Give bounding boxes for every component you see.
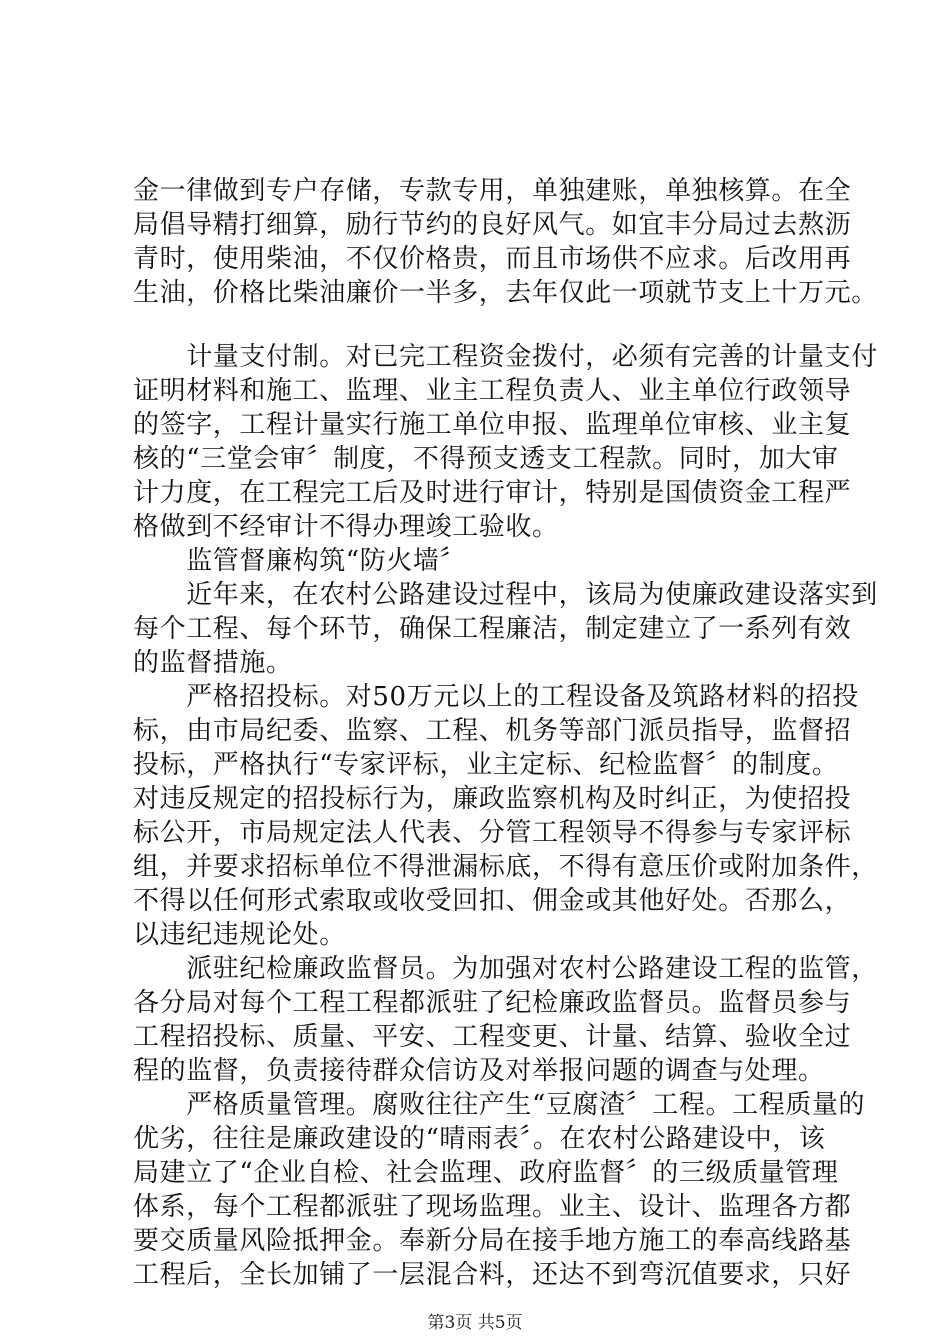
text-line: 严格招投标。对50万元以上的工程设备及筑路材料的招投	[133, 682, 859, 712]
text-line: 每个工程、每个环节，确保工程廉洁，制定建立了一系列有效	[133, 614, 852, 644]
text-line: 格做到不经审计不得办理竣工验收。	[133, 512, 559, 542]
text-line: 计力度，在工程完工后及时进行审计，特别是国债资金工程严	[133, 478, 852, 508]
text-line: 局倡导精打细算，励行节约的良好风气。如宜丰分局过去熬沥	[133, 210, 852, 240]
text-line: 对违反规定的招投标行为，廉政监察机构及时纠正，为使招投	[133, 784, 852, 814]
text-line: 优劣，往往是廉政建设的“晴雨表〞。在农村公路建设中，该	[133, 1124, 826, 1154]
text-line: 计量支付制。对已完工程资金拨付，必须有完善的计量支付	[133, 342, 878, 372]
text-line: 近年来，在农村公路建设过程中，该局为使廉政建设落实到	[133, 580, 878, 610]
section-heading: 监管督廉构筑“防火墙〞	[133, 546, 467, 576]
text-line: 的签字，工程计量实行施工单位申报、监理单位审核、业主复	[133, 410, 852, 440]
text-line: 严格质量管理。腐败往往产生“豆腐渣〞工程。工程质量的	[133, 1090, 866, 1120]
text-line: 核的“三堂会审〞制度，不得预支透支工程款。同时，加大审	[133, 444, 839, 474]
text-line: 各分局对每个工程工程都派驻了纪检廉政监督员。监督员参与	[133, 988, 852, 1018]
text-line: 体系，每个工程都派驻了现场监理。业主、设计、监理各方都	[133, 1192, 852, 1222]
page-footer: 第3页 共5页	[427, 1313, 523, 1333]
text-line: 不得以任何形式索取或收受回扣、佣金或其他好处。否那么，	[133, 886, 852, 916]
text-line: 要交质量风险抵押金。奉新分局在接手地方施工的奉高线路基	[133, 1226, 852, 1256]
text-line: 派驻纪检廉政监督员。为加强对农村公路建设工程的监管，	[133, 954, 878, 984]
text-line: 投标，严格执行“专家评标，业主定标、纪检监督〞的制度。	[133, 750, 839, 780]
text-line: 组，并要求招标单位不得泄漏标底，不得有意压价或附加条件，	[133, 852, 878, 882]
text-line: 局建立了“企业自检、社会监理、政府监督〞的三级质量管理	[133, 1158, 839, 1188]
text-line: 程的监督，负责接待群众信访及对举报问题的调查与处理。	[133, 1056, 825, 1086]
text-line: 工程招投标、质量、平安、工程变更、计量、结算、验收全过	[133, 1022, 852, 1052]
text-line: 生油，价格比柴油廉价一半多，去年仅此一项就节支上十万元。	[133, 278, 878, 308]
text-line: 青时，使用柴油，不仅价格贵，而且市场供不应求。后改用再	[133, 244, 852, 274]
text-line: 工程后，全长加铺了一层混合料，还达不到弯沉值要求，只好	[133, 1260, 852, 1290]
text-line: 以违纪违规论处。	[133, 920, 346, 950]
text-line: 标，由市局纪委、监察、工程、机务等部门派员指导，监督招	[133, 716, 852, 746]
text-line: 金一律做到专户存储，专款专用，单独建账，单独核算。在全	[133, 176, 852, 206]
text-line: 标公开，市局规定法人代表、分管工程领导不得参与专家评标	[133, 818, 852, 848]
text-line: 的监督措施。	[133, 648, 293, 678]
text-line: 证明材料和施工、监理、业主工程负责人、业主单位行政领导	[133, 376, 852, 406]
